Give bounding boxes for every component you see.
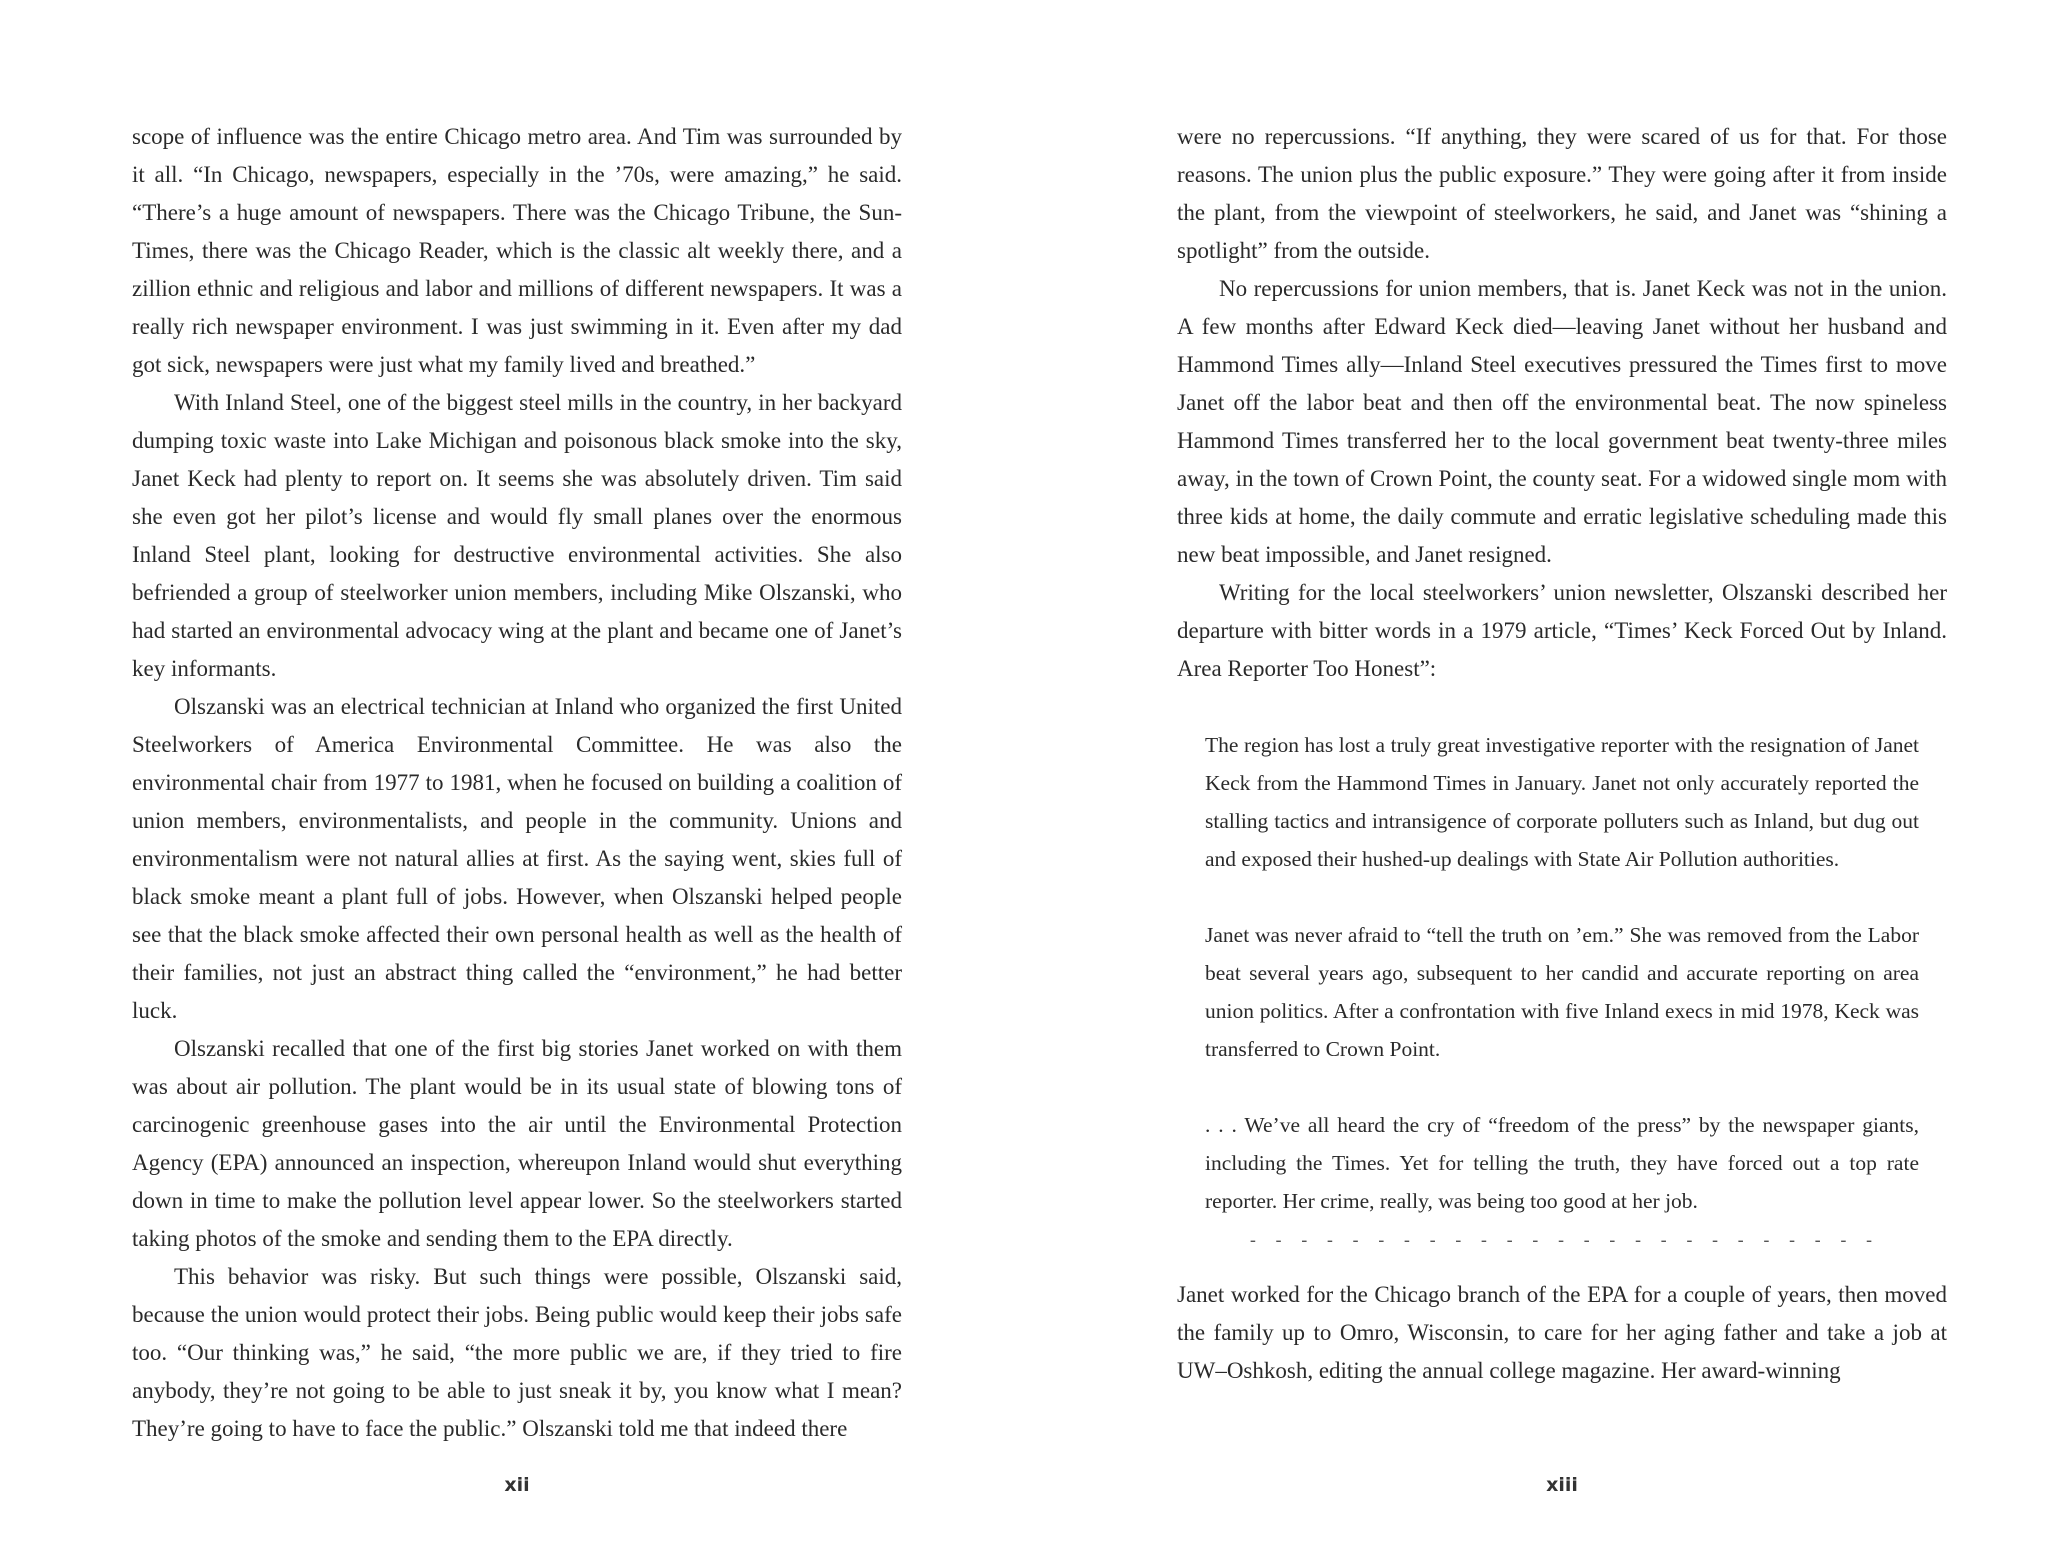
section-separator: - - - - - - - - - - - - - - - - - - - - - - - - - — [1247, 1230, 1877, 1251]
right-paragraph-2: No repercussions for union members, that is. Janet Keck was not in the union. A few months after Edward Keck died—leaving Janet without her husband and Hammond Times ally—Inland Steel executives pressured the Times first to move Janet off the labor beat and then off the environmental beat. The now spineless Hammond Times transferred her to the local government beat twenty-three miles away, in the town of Crown Point, the county seat. For a widowed single mom with three kids at home, the daily commute and erratic legislative scheduling made this new beat impossible, and Janet resigned. — [1177, 276, 1947, 567]
left-paragraph-4: Olszanski recalled that one of the first big stories Janet worked on with them was about air pollution. The plant would be in its usual state of blowing tons of carcinogenic greenhouse gases into the air until the Environmental Protection Agency (EPA) announced an inspection, whereupon Inland would shut everything down in time to make the pollution level appear lower. So the steelworkers started taking photos of the smoke and sending them to the EPA directly. — [132, 1036, 902, 1251]
right-paragraph-1: were no repercussions. “If anything, they were scared of us for that. For those reasons. The union plus the public exposure.” They were going after it from inside the plant, from the viewpoint of steelworkers, he said, and Janet was “shining a spotlight” from the outside. — [1177, 124, 1947, 263]
left-paragraph-3: Olszanski was an electrical technician at Inland who organized the first United Steelworkers of America Environmental Committee. He was also the environmental chair from 1977 to 1981, when he focused on building a coalition of union members, environmentalists, and people in the community. Unions and environmentalism were not natural allies at first. As the saying went, skies full of black smoke meant a plant full of jobs. However, when Olszanski helped people see that the black smoke affected their own personal health as well as the health of their families, not just an abstract thing called the “environment,” he had better luck. — [132, 694, 902, 1023]
left-page — [132, 118, 902, 1448]
left-paragraph-5: This behavior was risky. But such things were possible, Olszanski said, because the union would protect their jobs. Being public would keep their jobs safe too. “Our thinking was,” he said, “the more public we are, if they tried to fire anybody, they’re not going to be able to just sneak it by, you know what I mean? They’re going to have to face the public.” Olszanski told me that indeed there — [132, 1264, 902, 1441]
block-quote — [1177, 726, 1947, 1220]
left-paragraph-1: scope of influence was the entire Chicago metro area. And Tim was surrounded by it all. “In Chicago, newspapers, especially in the ’70s, were amazing,” he said. “There’s a huge amount of newspapers. There was the Chicago Tribune, the Sun-Times, there was the Chicago Reader, which is the classic alt weekly there, and a zillion ethnic and religious and labor and millions of different newspapers. It was a really rich newspaper environment. I was just swimming in it. Even after my dad got sick, newspapers were just what my family lived and breathed.” — [132, 124, 902, 377]
right-page — [1177, 118, 1947, 1390]
quote-paragraph-2: Janet was never afraid to “tell the truth on ’em.” She was removed from the Labor beat several years ago, subsequent to her candid and accurate reporting on area union politics. After a confrontation with five Inland execs in mid 1978, Keck was transferred to Crown Point. — [1205, 923, 1919, 1061]
left-paragraph-2: With Inland Steel, one of the biggest steel mills in the country, in her backyard dumping toxic waste into Lake Michigan and poisonous black smoke into the sky, Janet Keck had plenty to report on. It seems she was absolutely driven. Tim said she even got her pilot’s license and would fly small planes over the enormous Inland Steel plant, looking for destructive environmental activities. She also befriended a group of steelworker union members, including Mike Olszanski, who had started an environmental advocacy wing at the plant and became one of Janet’s key informants. — [132, 390, 902, 681]
right-paragraph-after-quote: Janet worked for the Chicago branch of the EPA for a couple of years, then moved the family up to Omro, Wisconsin, to care for her aging father and take a job at UW–Oshkosh, editing the annual college magazine. Her award-winning — [1177, 1282, 1947, 1383]
page-number-left: xii — [504, 1474, 530, 1496]
quote-paragraph-1: The region has lost a truly great investigative reporter with the resignation of Janet Keck from the Hammond Times in January. Janet not only accurately reported the stalling tactics and intransigence of corporate polluters such as Inland, but dug out and exposed their hushed-up dealings with State Air Pollution authorities. — [1205, 733, 1919, 871]
right-paragraph-3: Writing for the local steelworkers’ union newsletter, Olszanski described her departure with bitter words in a 1979 article, “Times’ Keck Forced Out by Inland. Area Reporter Too Honest”: — [1177, 580, 1947, 681]
page-number-right: xiii — [1546, 1474, 1578, 1496]
quote-paragraph-3: . . . We’ve all heard the cry of “freedom of the press” by the newspaper giants, including the Times. Yet for telling the truth, they have forced out a top rate reporter. Her crime, really, was being too good at her job. — [1205, 1113, 1919, 1213]
